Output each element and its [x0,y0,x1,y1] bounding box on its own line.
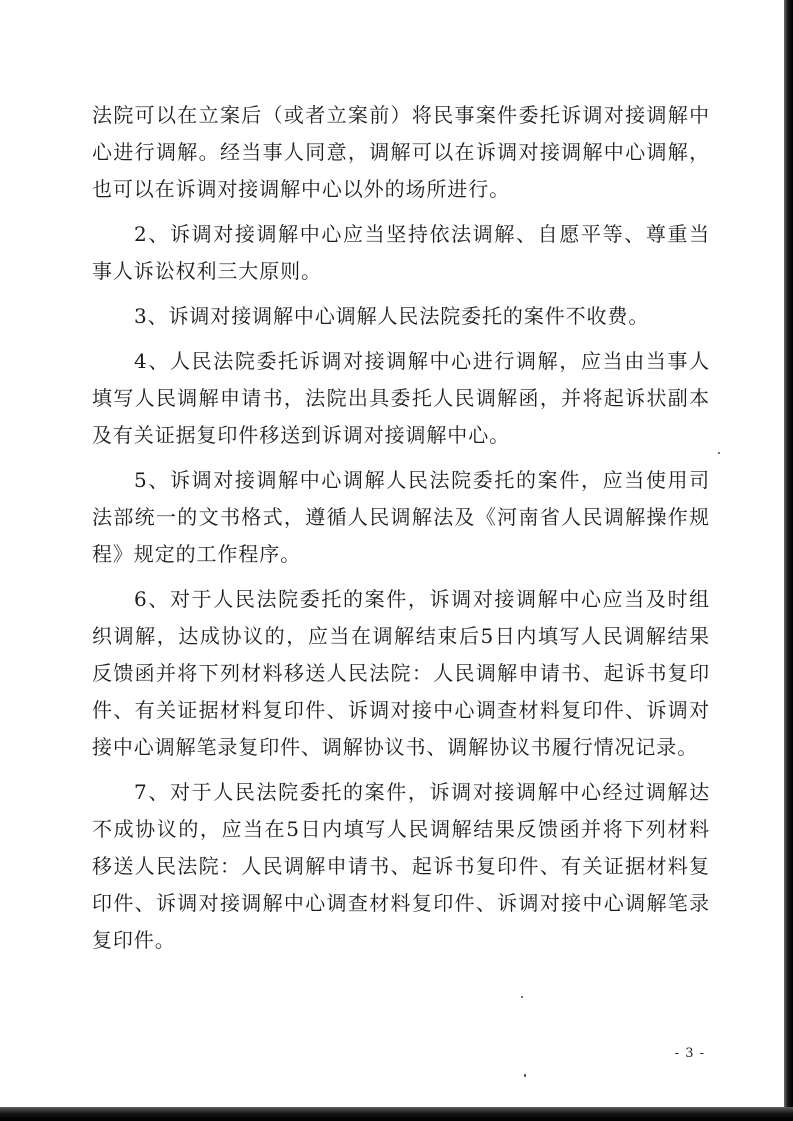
scan-edge-right [784,0,793,1121]
page-number: - 3 - [674,1046,705,1061]
scan-speck [521,996,523,998]
paragraph-item-5: 5、诉调对接调解中心调解人民法院委托的案件，应当使用司法部统一的文书格式，遵循人民调解法及《河南省人民调解操作规程》规定的工作程序。 [92,468,710,566]
scan-edge-bottom [0,1107,793,1121]
document-body [92,97,710,959]
paragraph-item-2: 2、诉调对接调解中心应当坚持依法调解、自愿平等、尊重当事人诉讼权利三大原则。 [92,222,710,283]
scan-speck [718,452,720,454]
paragraph-item-6: 6、对于人民法院委托的案件，诉调对接调解中心应当及时组织调解，达成协议的，应当在调解结束后5日内填写人民调解结果反馈函并将下列材料移送人民法院：人民调解申请书、起诉书复印件、有关证据材料复印件、诉调对接中心调查材料复印件、诉调对接中心调解笔录复印件、调解协议书、调解协议书履行情况记录。 [92,587,710,759]
paragraph-item-4: 4、人民法院委托诉调对接调解中心进行调解，应当由当事人填写人民调解申请书，法院出具委托人民调解函，并将起诉状副本及有关证据复印件移送到诉调对接调解中心。 [92,349,710,447]
paragraph-item-3: 3、诉调对接调解中心调解人民法院委托的案件不收费。 [134,304,650,328]
scan-speck [524,1074,526,1077]
paragraph-item-7: 7、对于人民法院委托的案件，诉调对接调解中心经过调解达不成协议的，应当在5日内填写人民调解结果反馈函并将下列材料移送人民法院：人民调解申请书、起诉书复印件、有关证据材料复印件、诉调对接调解中心调查材料复印件、诉调对接中心调解笔录复印件。 [92,780,710,952]
paragraph-continuation: 法院可以在立案后（或者立案前）将民事案件委托诉调对接调解中心进行调解。经当事人同意，调解可以在诉调对接调解中心调解，也可以在诉调对接调解中心以外的场所进行。 [92,103,710,201]
